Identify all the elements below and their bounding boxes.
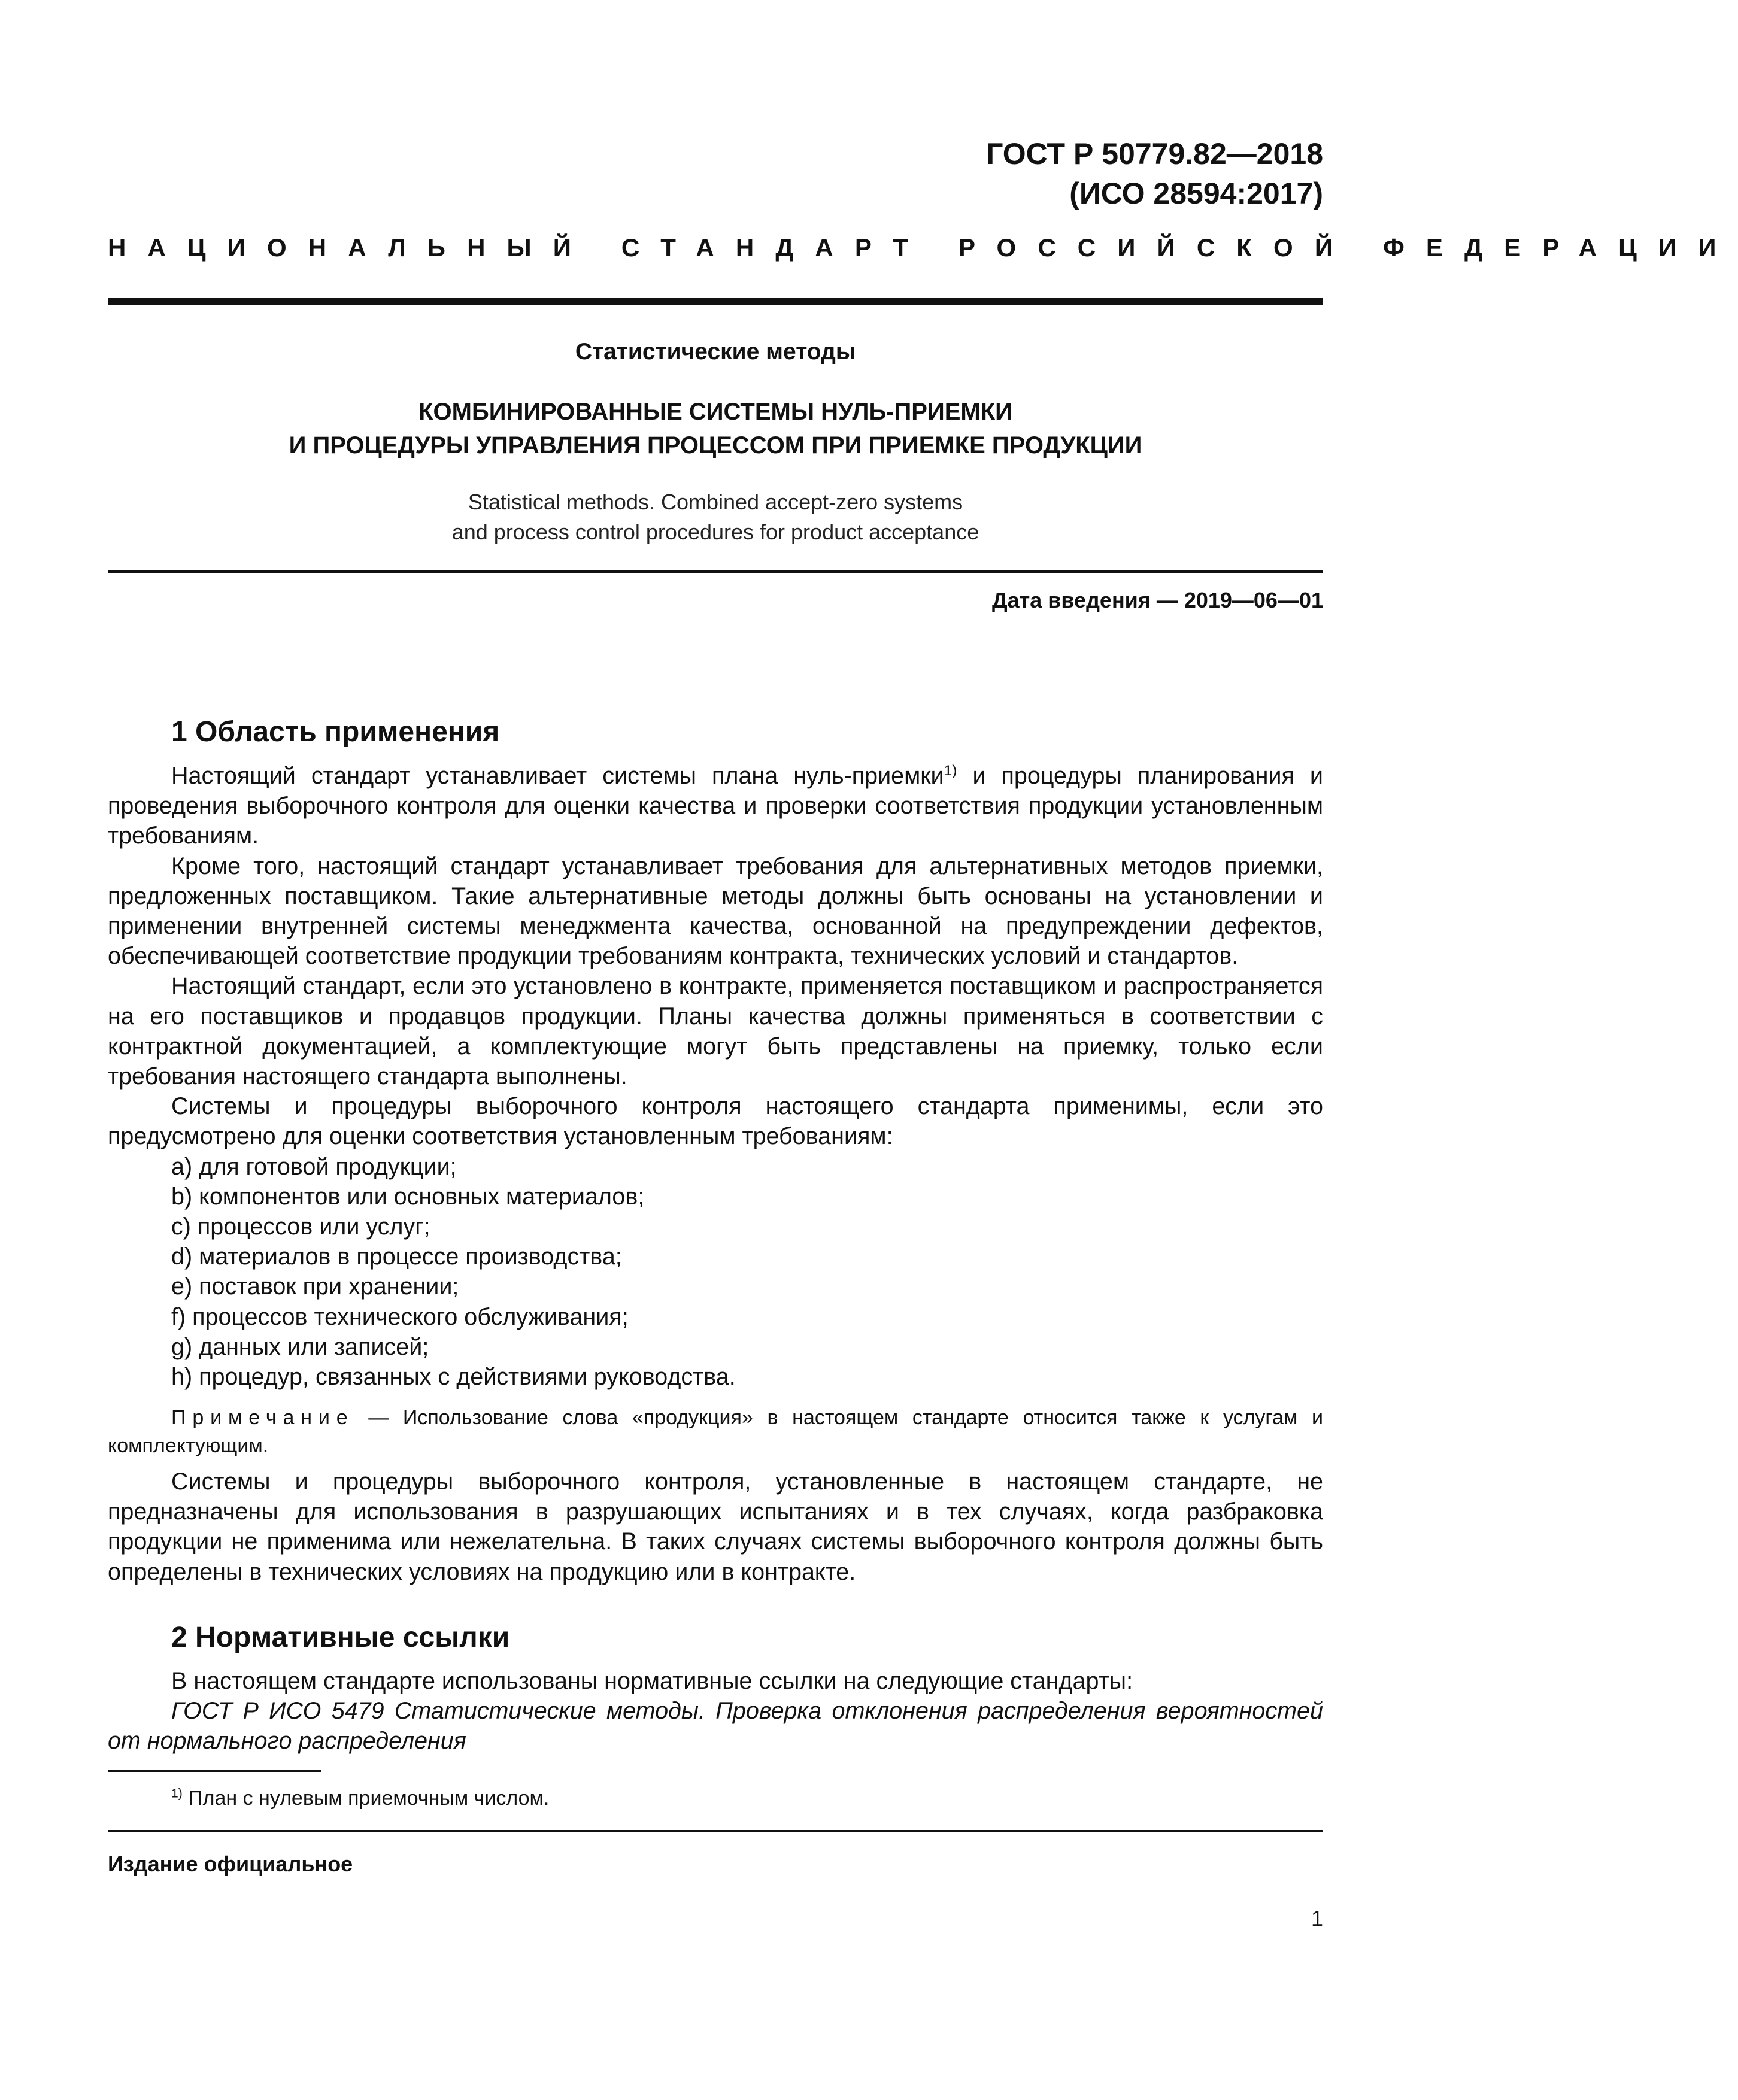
standard-title xyxy=(108,395,1323,462)
list-item: g) данных или записей; xyxy=(171,1333,429,1360)
section-1-paragraph-1 xyxy=(108,761,1323,851)
title-line-1: КОМБИНИРОВАННЫЕ СИСТЕМЫ НУЛЬ-ПРИЕМКИ xyxy=(418,399,1012,425)
section-2-heading: 2 Нормативные ссылки xyxy=(171,1622,510,1653)
english-title-line-1: Statistical methods. Combined accept-zero systems xyxy=(468,490,963,514)
note-text: — Использование слова «продукция» в настоящем стандарте относится также к услугам и комплектующим. xyxy=(108,1406,1323,1457)
gost-number: ГОСТ Р 50779.82—2018 xyxy=(986,137,1323,171)
list-item: h) процедур, связанных с действиями руководства. xyxy=(171,1364,736,1391)
section-1-heading: 1 Область применения xyxy=(171,716,500,748)
standard-designation xyxy=(108,134,1323,213)
section-1-body xyxy=(108,761,1323,1392)
list-item: d) материалов в процессе производства; xyxy=(171,1243,622,1270)
normative-reference xyxy=(108,1696,1323,1756)
footnote xyxy=(171,1787,549,1810)
list-item: e) поставок при хранении; xyxy=(171,1273,459,1300)
subject-heading: Статистические методы xyxy=(575,339,856,365)
list-item: c) процессов или услуг; xyxy=(171,1213,430,1240)
footnote-separator xyxy=(108,1770,321,1772)
footer-rule xyxy=(108,1830,1323,1832)
footnote-mark: 1) xyxy=(171,1786,183,1801)
section-1-closing xyxy=(108,1467,1323,1587)
paragraph-text: Настоящий стандарт устанавливает системы плана нуль-приемки xyxy=(171,763,944,789)
section-2-paragraph-1: В настоящем стандарте использованы нормативные ссылки на следующие стандарты: xyxy=(171,1668,1133,1694)
english-title-line-2: and process control procedures for product acceptance xyxy=(451,520,979,544)
section-1-paragraph-2: Кроме того, настоящий стандарт устанавливает требования для альтернативных методов приемки, предложенных поставщиком. Такие альтернативные методы должны быть основаны на установлении и применении внутренней системы менеджмента качества, основанной на предупреждении дефектов, обеспечивающей соответствие продукции требованиям контракта, технических условий и стандартов. xyxy=(108,852,1323,970)
note xyxy=(108,1404,1323,1460)
title-bottom-rule xyxy=(108,570,1323,573)
section-2-body xyxy=(108,1666,1323,1756)
normative-reference-gost-5479: ГОСТ Р ИСО 5479 Статистические методы. Проверка отклонения распределения вероятностей от нормального распределения xyxy=(108,1698,1323,1755)
section-1-paragraph-3: Настоящий стандарт, если это установлено в контракте, применяется поставщиком и распространяется на его поставщиков и продавцов продукции. Планы качества должны применяться в соответствии с контрактной документацией, а комплектующие могут быть представлены на приемку, только если требования настоящего стандарта выполнены. xyxy=(108,973,1323,1090)
english-title xyxy=(108,487,1323,547)
note-label: Примечание xyxy=(171,1406,354,1429)
list-item: f) процессов технического обслуживания; xyxy=(171,1303,629,1330)
top-thick-rule xyxy=(108,298,1323,305)
footnote-text: План с нулевым приемочным числом. xyxy=(182,1787,550,1810)
introduction-date: Дата введения — 2019—06—01 xyxy=(991,588,1323,612)
footnote-reference: 1) xyxy=(944,762,957,779)
iso-number: (ИСО 28594:2017) xyxy=(1069,177,1323,210)
official-edition-label: Издание официальное xyxy=(108,1852,353,1876)
list-item: a) для готовой продукции; xyxy=(171,1153,457,1180)
page-number: 1 xyxy=(1311,1906,1323,1931)
paragraph-text: и процедуры планирования и проведения выборочного контроля для оценки качества и проверки соответствия продукции установленным требованиям. xyxy=(108,763,1323,849)
national-standard-banner: НАЦИОНАЛЬНЫЙ СТАНДАРТ РОССИЙСКОЙ ФЕДЕРАЦИИ xyxy=(108,233,1738,262)
title-line-2: И ПРОЦЕДУРЫ УПРАВЛЕНИЯ ПРОЦЕССОМ ПРИ ПРИЕМКЕ ПРОДУКЦИИ xyxy=(289,432,1142,459)
section-1-paragraph-4: Системы и процедуры выборочного контроля настоящего стандарта применимы, если это предусмотрено для оценки соответствия установленным требованиям: xyxy=(108,1093,1323,1150)
list-item: b) компонентов или основных материалов; xyxy=(171,1183,645,1210)
section-1-paragraph-5: Системы и процедуры выборочного контроля, установленные в настоящем стандарте, не предназначены для использования в разрушающих испытаниях и в тех случаях, когда разбраковка продукции не применима или нежелательна. В таких случаях системы выборочного контроля должны быть определены в технических условиях на продукцию или в контракте. xyxy=(108,1468,1323,1585)
